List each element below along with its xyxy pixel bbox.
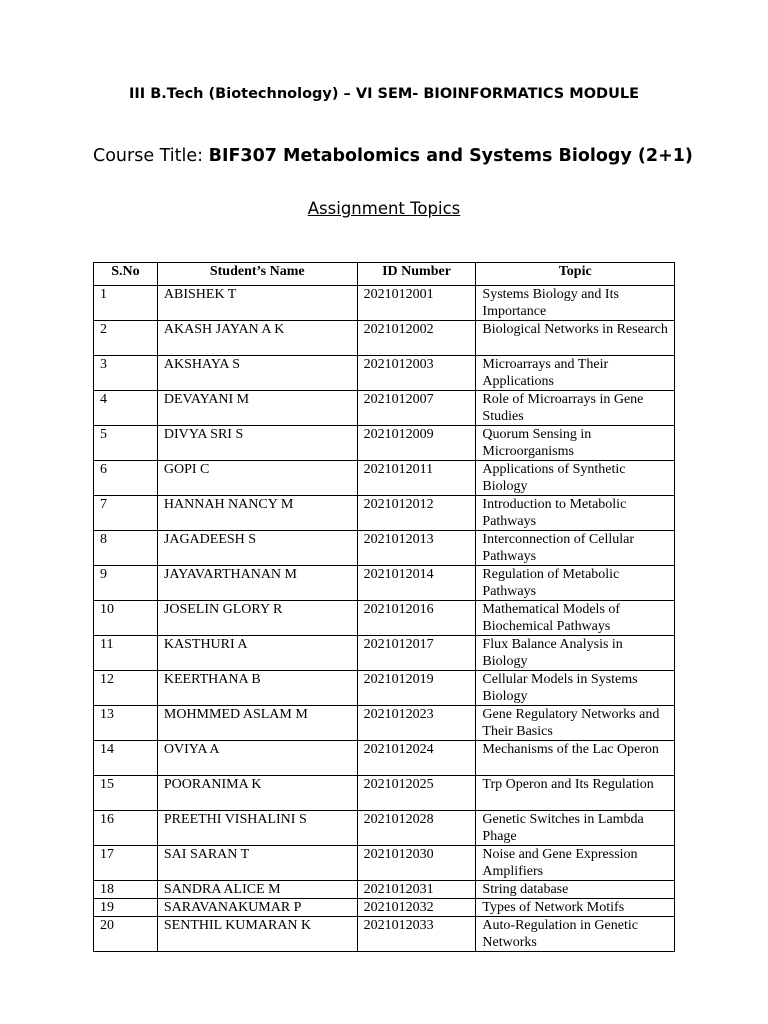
- cell-id-number: 2021012002: [357, 321, 476, 356]
- cell-student-name: GOPI C: [157, 461, 357, 496]
- cell-sno: 14: [94, 741, 158, 776]
- cell-id-number: 2021012012: [357, 496, 476, 531]
- cell-student-name: DEVAYANI M: [157, 391, 357, 426]
- cell-student-name: JAYAVARTHANAN M: [157, 566, 357, 601]
- cell-sno: 19: [94, 899, 158, 917]
- cell-id-number: 2021012009: [357, 426, 476, 461]
- cell-student-name: KEERTHANA B: [157, 671, 357, 706]
- cell-id-number: 2021012007: [357, 391, 476, 426]
- cell-id-number: 2021012025: [357, 776, 476, 811]
- cell-id-number: 2021012003: [357, 356, 476, 391]
- cell-sno: 20: [94, 917, 158, 952]
- cell-student-name: SAI SARAN T: [157, 846, 357, 881]
- assignment-heading: Assignment Topics: [307, 199, 461, 218]
- table-row: [94, 776, 675, 811]
- table-row: [94, 846, 675, 881]
- cell-sno: 7: [94, 496, 158, 531]
- cell-topic: Role of Microarrays in Gene Studies: [476, 391, 675, 426]
- table-row: [94, 566, 675, 601]
- cell-id-number: 2021012032: [357, 899, 476, 917]
- table-row: [94, 811, 675, 846]
- cell-topic: Types of Network Motifs: [476, 899, 675, 917]
- table-row: [94, 899, 675, 917]
- table-row: [94, 601, 675, 636]
- assignment-table: [93, 262, 675, 952]
- cell-sno: 15: [94, 776, 158, 811]
- cell-sno: 9: [94, 566, 158, 601]
- table-row: [94, 286, 675, 321]
- cell-student-name: HANNAH NANCY M: [157, 496, 357, 531]
- cell-topic: Introduction to Metabolic Pathways: [476, 496, 675, 531]
- cell-sno: 2: [94, 321, 158, 356]
- cell-id-number: 2021012001: [357, 286, 476, 321]
- cell-id-number: 2021012016: [357, 601, 476, 636]
- cell-student-name: POORANIMA K: [157, 776, 357, 811]
- table-row: [94, 671, 675, 706]
- cell-topic: Mathematical Models of Biochemical Pathways: [476, 601, 675, 636]
- cell-id-number: 2021012031: [357, 881, 476, 899]
- table-body: [94, 286, 675, 952]
- cell-sno: 16: [94, 811, 158, 846]
- cell-id-number: 2021012019: [357, 671, 476, 706]
- cell-topic: String database: [476, 881, 675, 899]
- cell-id-number: 2021012030: [357, 846, 476, 881]
- table-row: [94, 741, 675, 776]
- cell-id-number: 2021012017: [357, 636, 476, 671]
- table-row: [94, 426, 675, 461]
- cell-student-name: AKASH JAYAN A K: [157, 321, 357, 356]
- table-row: [94, 636, 675, 671]
- cell-student-name: SARAVANAKUMAR P: [157, 899, 357, 917]
- table-header-row: [94, 263, 675, 286]
- cell-topic: Mechanisms of the Lac Operon: [476, 741, 675, 776]
- cell-topic: Noise and Gene Expression Amplifiers: [476, 846, 675, 881]
- cell-topic: Interconnection of Cellular Pathways: [476, 531, 675, 566]
- cell-topic: Quorum Sensing in Microorganisms: [476, 426, 675, 461]
- table-row: [94, 461, 675, 496]
- cell-student-name: MOHMMED ASLAM M: [157, 706, 357, 741]
- course-title-text: BIF307 Metabolomics and Systems Biology (2+1): [208, 146, 693, 166]
- cell-id-number: 2021012028: [357, 811, 476, 846]
- cell-student-name: SANDRA ALICE M: [157, 881, 357, 899]
- course-title-label: Course Title:: [93, 146, 209, 166]
- cell-topic: Auto-Regulation in Genetic Networks: [476, 917, 675, 952]
- cell-topic: Regulation of Metabolic Pathways: [476, 566, 675, 601]
- table-row: [94, 917, 675, 952]
- cell-topic: Biological Networks in Research: [476, 321, 675, 356]
- cell-sno: 6: [94, 461, 158, 496]
- table-row: [94, 391, 675, 426]
- cell-student-name: JOSELIN GLORY R: [157, 601, 357, 636]
- header-sno: S.No: [94, 263, 158, 286]
- cell-sno: 8: [94, 531, 158, 566]
- cell-topic: Gene Regulatory Networks and Their Basics: [476, 706, 675, 741]
- cell-sno: 13: [94, 706, 158, 741]
- cell-sno: 10: [94, 601, 158, 636]
- cell-student-name: DIVYA SRI S: [157, 426, 357, 461]
- cell-student-name: AKSHAYA S: [157, 356, 357, 391]
- table-row: [94, 706, 675, 741]
- cell-topic: Flux Balance Analysis in Biology: [476, 636, 675, 671]
- cell-topic: Trp Operon and Its Regulation: [476, 776, 675, 811]
- cell-sno: 12: [94, 671, 158, 706]
- cell-student-name: PREETHI VISHALINI S: [157, 811, 357, 846]
- table-row: [94, 531, 675, 566]
- cell-id-number: 2021012024: [357, 741, 476, 776]
- cell-sno: 3: [94, 356, 158, 391]
- cell-sno: 5: [94, 426, 158, 461]
- cell-student-name: SENTHIL KUMARAN K: [157, 917, 357, 952]
- cell-id-number: 2021012023: [357, 706, 476, 741]
- cell-topic: Systems Biology and Its Importance: [476, 286, 675, 321]
- cell-topic: Cellular Models in Systems Biology: [476, 671, 675, 706]
- table-row: [94, 496, 675, 531]
- cell-id-number: 2021012014: [357, 566, 476, 601]
- course-title: [93, 145, 693, 167]
- cell-sno: 11: [94, 636, 158, 671]
- cell-topic: Applications of Synthetic Biology: [476, 461, 675, 496]
- cell-sno: 4: [94, 391, 158, 426]
- cell-student-name: OVIYA A: [157, 741, 357, 776]
- cell-id-number: 2021012011: [357, 461, 476, 496]
- cell-id-number: 2021012033: [357, 917, 476, 952]
- cell-student-name: KASTHURI A: [157, 636, 357, 671]
- cell-sno: 17: [94, 846, 158, 881]
- cell-topic: Microarrays and Their Applications: [476, 356, 675, 391]
- cell-student-name: JAGADEESH S: [157, 531, 357, 566]
- table-row: [94, 356, 675, 391]
- document-header: III B.Tech (Biotechnology) – VI SEM- BIOINFORMATICS MODULE: [128, 86, 639, 102]
- table-row: [94, 321, 675, 356]
- header-student-name: Student’s Name: [157, 263, 357, 286]
- header-topic: Topic: [476, 263, 675, 286]
- cell-sno: 1: [94, 286, 158, 321]
- cell-id-number: 2021012013: [357, 531, 476, 566]
- table-row: [94, 881, 675, 899]
- cell-sno: 18: [94, 881, 158, 899]
- cell-student-name: ABISHEK T: [157, 286, 357, 321]
- header-id-number: ID Number: [357, 263, 476, 286]
- cell-topic: Genetic Switches in Lambda Phage: [476, 811, 675, 846]
